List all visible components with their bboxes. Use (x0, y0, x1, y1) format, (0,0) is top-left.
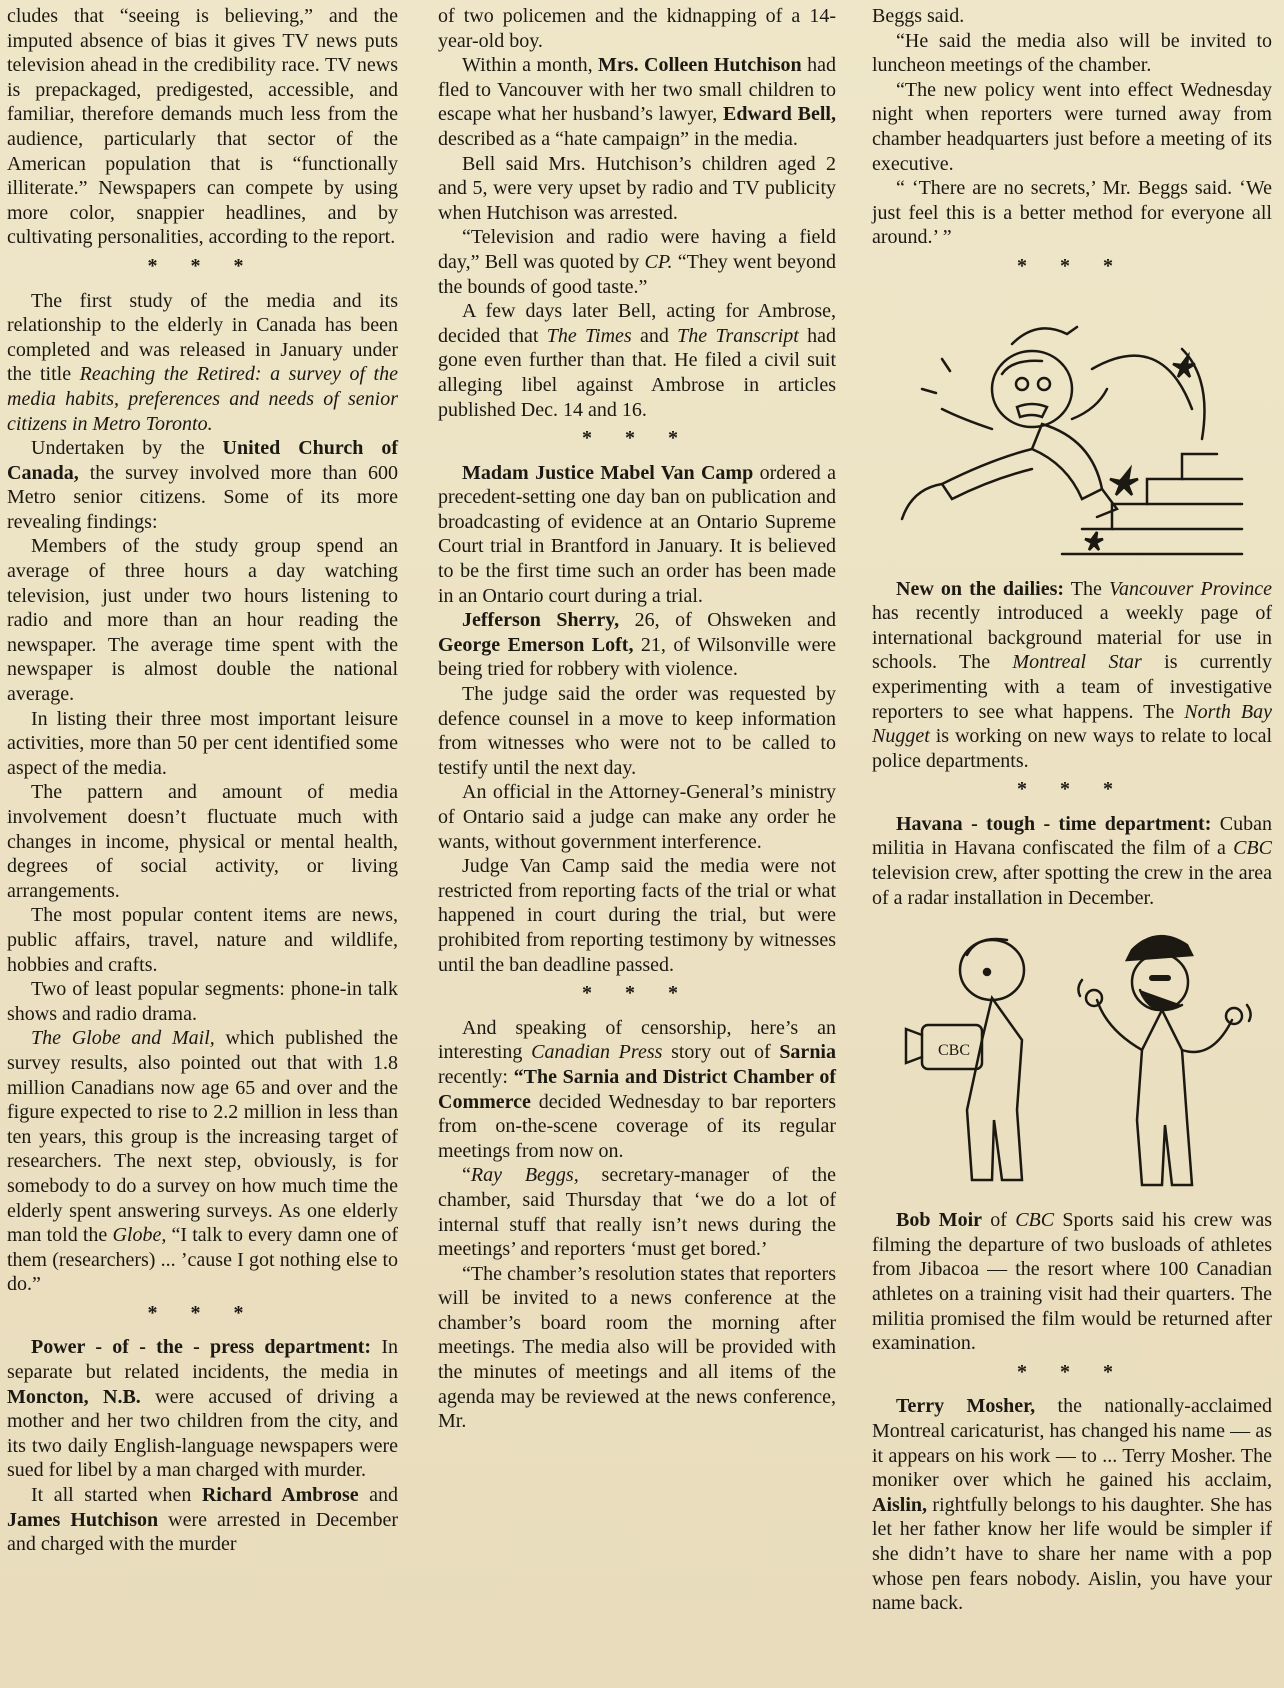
paragraph: cludes that “seeing is believing,” and the imputed absence of bias it gives TV news puts television ahead in the credibility race. TV news is prepackaged, predigested, accessible, and familiar, therefore demands much less from the audience, particularly that sector of the American population that is “functionally illiterate.” Newspapers can compete by using more color, snappier headlines, and by cultivating personalities, according to the report. (7, 5, 398, 249)
section-divider: * * * (582, 982, 692, 1005)
paragraph: of two policemen and the kidnapping of a 14-year-old boy. (438, 5, 836, 52)
paragraph: Within a month, Mrs. Colleen Hutchison had fled to Vancouver with her two small children to escape what her husband’s lawyer, Edward Bell, described as a “hate campaign” in the media. (438, 54, 836, 150)
paragraph: A few days later Bell, acting for Ambrose, decided that The Times and The Transcript had gone even further than that. He filed a civil suit alleging libel against Ambrose in articles published Dec. 14 and 16. (438, 300, 836, 421)
paragraph: Madam Justice Mabel Van Camp ordered a precedent-setting one day ban on publication and broadcasting of evidence at an Ontario Supreme Court trial in Brantford in January. It is believed to be the first time such an order has been made in an Ontario court during a trial. (438, 461, 836, 607)
paragraph: Judge Van Camp said the media were not restricted from reporting facts of the trial or what happened in court during the trial, but were prohibited from reporting testimony by witnesses until the ban deadline passed. (438, 855, 836, 976)
cartoon-cameraman-and-militiaman (882, 910, 1262, 1200)
column-3 (872, 4, 1272, 1616)
paragraph: Havana - tough - time department: Cuban militia in Havana confiscated the film of a CBC television crew, after spotting the crew in the area of a radar installation in December. (872, 812, 1272, 909)
camera-label: CBC (938, 1042, 971, 1060)
paragraph: The first study of the media and its relationship to the elderly in Canada has been completed and was released in January under the title Reaching the Retired: a survey of the media habits, preferences and needs of senior citizens in Metro Toronto. (7, 289, 398, 435)
paragraph: Jefferson Sherry, 26, of Ohsweken and George Emerson Loft, 21, of Wilsonville were being tried for robbery with violence. (438, 609, 836, 681)
paragraph: Beggs said. (872, 5, 965, 27)
paragraph: “ ‘There are no secrets,’ Mr. Beggs said. ‘We just feel this is a better method for everyone all around.’ ” (872, 177, 1272, 249)
paragraph: “The new policy went into effect Wednesday night when reporters were turned away from chamber headquarters just before a meeting of its executive. (872, 78, 1272, 175)
paragraph: In listing their three most important leisure activities, more than 50 per cent identified some aspect of the media. (7, 707, 398, 779)
section-divider: * * * (1017, 778, 1127, 801)
paragraph: “The chamber’s resolution states that reporters will be invited to a news conference at the chamber’s board room the morning after meetings. The media also will be provided with the minutes of meetings and all items of the agenda may be reviewed at the news conference, Mr. (438, 1262, 836, 1433)
section-divider: * * * (1017, 254, 1127, 277)
paragraph: Bob Moir of CBC Sports said his crew was filming the departure of two busloads of athletes from Jibacoa — the resort where 100 Canadian athletes on a training visit had their quarters. The militia promised the film would be returned after examination. (872, 1209, 1272, 1355)
paragraph: Bell said Mrs. Hutchison’s children aged 2 and 5, were very upset by radio and TV publicity when Hutchison was arrested. (438, 152, 836, 224)
section-divider: * * * (582, 427, 692, 450)
paragraph: The Globe and Mail, which published the survey results, also pointed out that with 1.8 million Canadians now age 65 and over and the figure expected to rise to 2.2 million in less than ten years, this group is the increasing target of researchers. The next step, obviously, is for somebody to do a survey on how much time the elderly spent answering surveys. As one elderly man told the Globe, “I talk to every damn one of them (researchers) ... ’cause I got nothing else to do.” (7, 1027, 399, 1296)
paragraph: Undertaken by the United Church of Canada, the survey involved more than 600 Metro senior citizens. Some of its more revealing findings: (7, 437, 398, 533)
paragraph: “He said the media also will be invited to luncheon meetings of the chamber. (872, 29, 1272, 77)
paragraph: Power - of - the - press department: In separate but related incidents, the media in Moncton, N.B. were accused of driving a mother and her two children from the city, and its two daily English-language newspapers were sued for libel by a man charged with murder. (7, 1336, 398, 1482)
column-2 (438, 4, 836, 1434)
paragraph: “Ray Beggs, secretary-manager of the chamber, said Thursday that ‘we do a lot of internal stuff that really isn’t news during the meetings’ and reporters ‘must get bored.’ (438, 1164, 836, 1261)
paragraph: Terry Mosher, the nationally-acclaimed Montreal caricaturist, has changed his name — as it appears on his work — to ... Terry Mosher. The moniker over which he gained his acclaim, Aislin, rightfully belongs to his daughter. She has let her father know her life would be simpler if she didn’t have to share her name with a pop whose pen fears nobody. Aislin, you have your name back. (872, 1395, 1272, 1615)
paragraph: “Television and radio were having a field day,” Bell was quoted by CP. “They went beyond the bounds of good taste.” (438, 226, 836, 298)
column-1 (7, 4, 398, 1557)
paragraph: It all started when Richard Ambrose and James Hutchison were arrested in December and charged with the murder (7, 1484, 398, 1556)
cartoon-falling-man (882, 289, 1262, 569)
paragraph: New on the dailies: The Vancouver Province has recently introduced a weekly page of international background material for use in schools. The Montreal Star is currently experimenting with a team of investigative reporters to see what happens. The North Bay Nugget is working on new ways to relate to local police departments. (872, 577, 1273, 772)
paragraph: Two of least popular segments: phone-in talk shows and radio drama. (7, 978, 398, 1025)
paragraph: The pattern and amount of media involvement doesn’t fluctuate much with changes in income, physical or mental health, degrees of social activity, or living arrangements. (7, 781, 398, 902)
paragraph: An official in the Attorney-General’s ministry of Ontario said a judge can make any order he wants, without government interference. (438, 781, 836, 853)
report-title: Reaching the Retired: a survey of the media habits, preferences and needs of senior citizens in Metro Toronto. (7, 363, 398, 435)
paragraph: The judge said the order was requested by defence counsel in a move to keep information from witnesses who were not to be called to testify until the next day. (438, 683, 836, 779)
paragraph: Members of the study group spend an average of three hours a day watching television, just under two hours listening to radio and more than an hour reading the newspaper. The average time spent with the newspaper is almost double the national average. (7, 535, 398, 706)
section-divider: * * * (147, 1301, 258, 1324)
paragraph: And speaking of censorship, here’s an interesting Canadian Press story out of Sarnia recently: “The Sarnia and District Chamber of Commerce decided Wednesday to bar reporters from on-the-scene coverage of its regular meetings from now on. (438, 1016, 836, 1162)
section-divider: * * * (1017, 1360, 1127, 1383)
paragraph: The most popular content items are news, public affairs, travel, nature and wildlife, hobbies and crafts. (7, 904, 398, 976)
section-divider: * * * (147, 254, 258, 277)
